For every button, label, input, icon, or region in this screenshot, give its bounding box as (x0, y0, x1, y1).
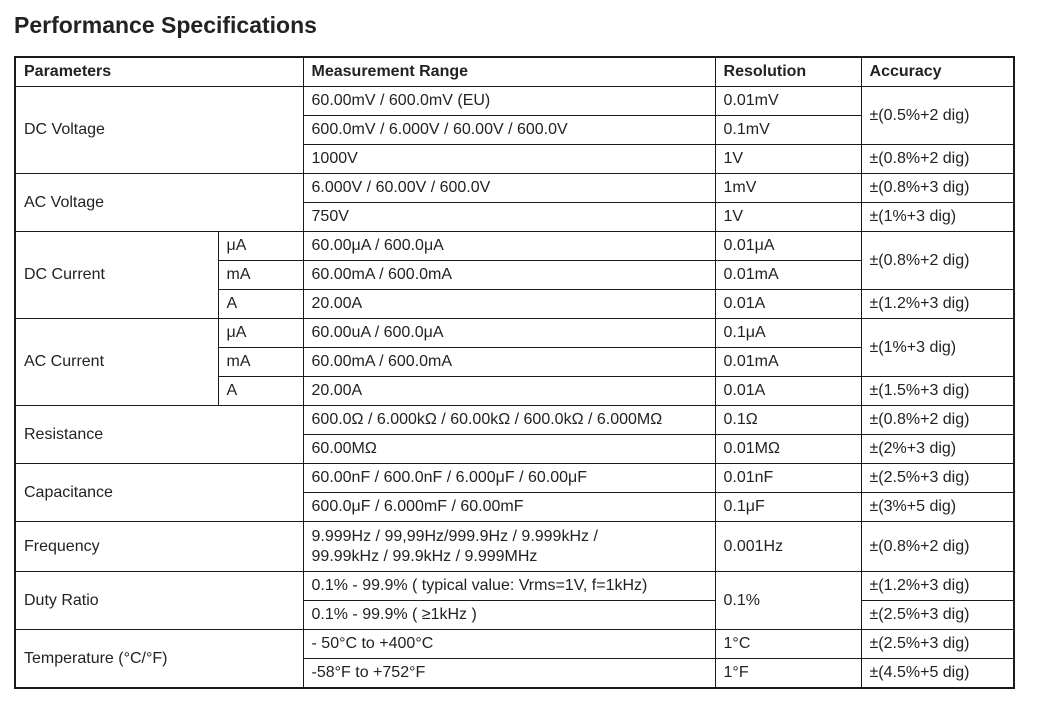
resolution-cell: 1°C (715, 630, 861, 659)
table-row (15, 522, 1014, 572)
resolution-cell: 0.1% (715, 572, 861, 630)
header-parameters: Parameters (15, 57, 303, 87)
accuracy-cell: ±(2.5%+3 dig) (861, 630, 1014, 659)
unit-cell: μA (218, 232, 303, 261)
table-row (15, 406, 1014, 435)
table-row (15, 464, 1014, 493)
param-frequency: Frequency (15, 522, 303, 572)
range-cell: 60.00mV / 600.0mV (EU) (303, 87, 715, 116)
resolution-cell: 0.1μF (715, 493, 861, 522)
accuracy-cell: ±(0.5%+2 dig) (861, 87, 1014, 145)
table-row (15, 232, 1014, 261)
table-row (15, 319, 1014, 348)
param-resistance: Resistance (15, 406, 303, 464)
accuracy-cell: ±(0.8%+2 dig) (861, 232, 1014, 290)
accuracy-cell: ±(2.5%+3 dig) (861, 464, 1014, 493)
table-row (15, 630, 1014, 659)
param-ac-voltage: AC Voltage (15, 174, 303, 232)
table-row (15, 572, 1014, 601)
unit-cell: μA (218, 319, 303, 348)
header-resolution: Resolution (715, 57, 861, 87)
accuracy-cell: ±(2%+3 dig) (861, 435, 1014, 464)
range-cell: 6.000V / 60.00V / 600.0V (303, 174, 715, 203)
resolution-cell: 0.1Ω (715, 406, 861, 435)
accuracy-cell: ±(0.8%+2 dig) (861, 522, 1014, 572)
accuracy-cell: ±(0.8%+2 dig) (861, 406, 1014, 435)
param-temperature: Temperature (°C/°F) (15, 630, 303, 689)
accuracy-cell: ±(1%+3 dig) (861, 203, 1014, 232)
param-dc-current: DC Current (15, 232, 218, 319)
range-cell: 600.0μF / 6.000mF / 60.00mF (303, 493, 715, 522)
resolution-cell: 0.01A (715, 290, 861, 319)
accuracy-cell: ±(1%+3 dig) (861, 319, 1014, 377)
resolution-cell: 0.01mA (715, 261, 861, 290)
accuracy-cell: ±(0.8%+2 dig) (861, 145, 1014, 174)
range-line: 9.999Hz / 99,99Hz/999.9Hz / 9.999kHz / (311, 527, 598, 545)
resolution-cell: 0.01mA (715, 348, 861, 377)
param-capacitance: Capacitance (15, 464, 303, 522)
resolution-cell: 0.1μA (715, 319, 861, 348)
resolution-cell: 0.01mV (715, 87, 861, 116)
accuracy-cell: ±(1.2%+3 dig) (861, 290, 1014, 319)
param-duty-ratio: Duty Ratio (15, 572, 303, 630)
resolution-cell: 1V (715, 145, 861, 174)
resolution-cell: 0.01μA (715, 232, 861, 261)
accuracy-cell: ±(2.5%+3 dig) (861, 601, 1014, 630)
accuracy-cell: ±(1.5%+3 dig) (861, 377, 1014, 406)
range-cell: -58°F to +752°F (303, 659, 715, 689)
range-cell: 20.00A (303, 377, 715, 406)
range-cell: 60.00mA / 600.0mA (303, 348, 715, 377)
resolution-cell: 1mV (715, 174, 861, 203)
accuracy-cell: ±(0.8%+3 dig) (861, 174, 1014, 203)
accuracy-cell: ±(3%+5 dig) (861, 493, 1014, 522)
unit-cell: A (218, 290, 303, 319)
header-accuracy: Accuracy (861, 57, 1014, 87)
resolution-cell: 1°F (715, 659, 861, 689)
unit-cell: mA (218, 261, 303, 290)
param-ac-current: AC Current (15, 319, 218, 406)
param-dc-voltage: DC Voltage (15, 87, 303, 174)
resolution-cell: 1V (715, 203, 861, 232)
range-cell: 600.0Ω / 6.000kΩ / 60.00kΩ / 600.0kΩ / 6.000MΩ (303, 406, 715, 435)
range-cell: 0.1% - 99.9% ( ≥1kHz ) (303, 601, 715, 630)
resolution-cell: 0.001Hz (715, 522, 861, 572)
resolution-cell: 0.01A (715, 377, 861, 406)
unit-cell: mA (218, 348, 303, 377)
range-cell: 0.1% - 99.9% ( typical value: Vrms=1V, f=1kHz) (303, 572, 715, 601)
accuracy-cell: ±(4.5%+5 dig) (861, 659, 1014, 689)
table-row (15, 87, 1014, 116)
resolution-cell: 0.01nF (715, 464, 861, 493)
range-cell: 60.00MΩ (303, 435, 715, 464)
header-row (15, 57, 1014, 87)
page-title: Performance Specifications (14, 12, 317, 38)
range-cell (303, 522, 715, 572)
range-cell: - 50°C to +400°C (303, 630, 715, 659)
range-cell: 1000V (303, 145, 715, 174)
range-cell: 600.0mV / 6.000V / 60.00V / 600.0V (303, 116, 715, 145)
range-cell: 20.00A (303, 290, 715, 319)
header-measurement-range: Measurement Range (303, 57, 715, 87)
resolution-cell: 0.01MΩ (715, 435, 861, 464)
unit-cell: A (218, 377, 303, 406)
range-cell: 60.00μA / 600.0μA (303, 232, 715, 261)
resolution-cell: 0.1mV (715, 116, 861, 145)
accuracy-cell: ±(1.2%+3 dig) (861, 572, 1014, 601)
range-cell: 750V (303, 203, 715, 232)
range-cell: 60.00nF / 600.0nF / 6.000μF / 60.00μF (303, 464, 715, 493)
table-row (15, 174, 1014, 203)
range-cell: 60.00mA / 600.0mA (303, 261, 715, 290)
range-line: 99.99kHz / 99.9kHz / 9.999MHz (311, 547, 538, 565)
range-cell: 60.00uA / 600.0μA (303, 319, 715, 348)
spec-table (14, 56, 1015, 689)
